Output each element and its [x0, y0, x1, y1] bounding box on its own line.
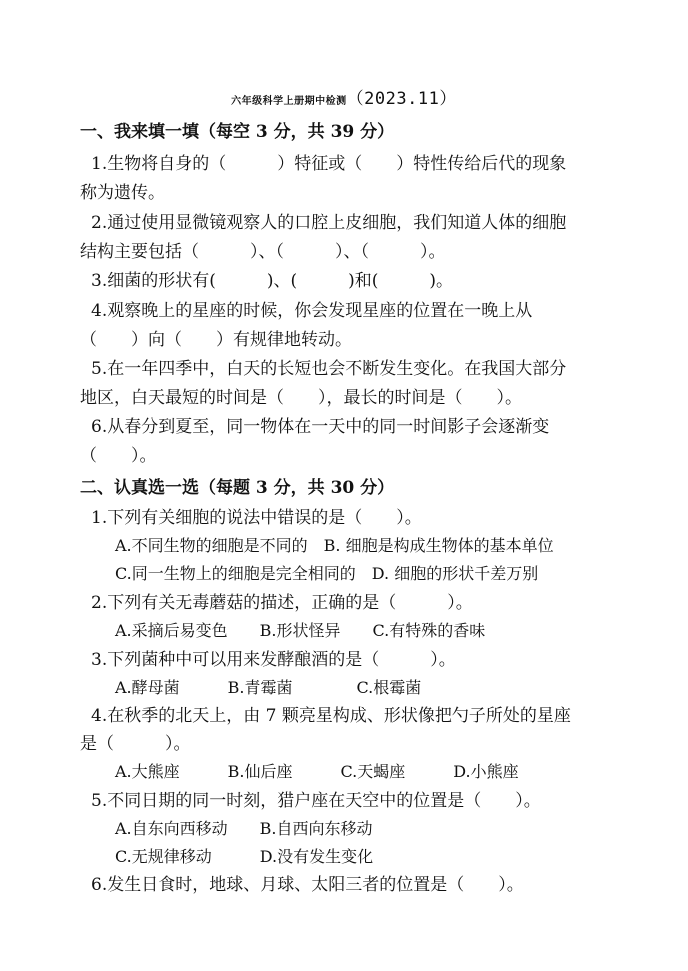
document-title [0, 84, 688, 109]
section1-heading: 一、我来填一填（每空 3 分，共 39 分） [80, 122, 395, 142]
s2-q5-stem: 5.不同日期的同一时刻，猎户座在天空中的位置是（ ）。 [91, 791, 541, 811]
s2-q4-options: A.大熊座 B.仙后座 C.天蝎座 D.小熊座 [115, 762, 519, 781]
s2-q4-line2: 是（ ）。 [80, 734, 191, 754]
s2-q5-options-cd: C.无规律移动 D.没有发生变化 [115, 847, 374, 866]
title-date: （2023.11） [346, 89, 457, 109]
s1-q1-line1: 1.生物将自身的（ ）特征或（ ）特性传给后代的现象 [91, 154, 567, 174]
s1-q2-line2: 结构主要包括（ ）、（ ）、（ ）。 [80, 242, 446, 262]
s1-q6-line2: （ ）。 [80, 446, 157, 466]
s1-q6-line1: 6.从春分到夏至，同一物体在一天中的同一时间影子会逐渐变 [91, 417, 550, 437]
s2-q3-stem: 3.下列菌种中可以用来发酵酿酒的是（ ）。 [91, 650, 456, 670]
s1-q4-line1: 4.观察晚上的星座的时候，你会发现星座的位置在一晚上从 [91, 301, 533, 321]
s2-q6-stem: 6.发生日食时，地球、月球、太阳三者的位置是（ ）。 [91, 875, 524, 895]
s2-q2-stem: 2.下列有关无毒蘑菇的描述，正确的是（ ）。 [91, 593, 473, 613]
s1-q2-line1: 2.通过使用显微镜观察人的口腔上皮细胞，我们知道人体的细胞 [91, 213, 567, 233]
s2-q5-options-ab: A.自东向西移动 B.自西向东移动 [115, 819, 373, 838]
s2-q1-options-cd: C.同一生物上的细胞是完全相同的 D. 细胞的形状千差万别 [115, 564, 539, 583]
s2-q1-options-ab: A.不同生物的细胞是不同的 B. 细胞是构成生物体的基本单位 [115, 536, 554, 555]
s1-q3: 3.细菌的形状有( )、( )和( )。 [91, 271, 454, 291]
s1-q5-line1: 5.在一年四季中，白天的长短也会不断发生变化。在我国大部分 [91, 359, 567, 379]
s1-q5-line2: 地区，白天最短的时间是（ ），最长的时间是（ ）。 [80, 388, 522, 408]
s2-q4-line1: 4.在秋季的北天上，由 7 颗亮星构成、形状像把勺子所处的星座 [91, 706, 571, 726]
s2-q2-options: A.采摘后易变色 B.形状怪异 C.有特殊的香味 [115, 621, 486, 640]
s1-q1-line2: 称为遗传。 [80, 183, 165, 203]
s1-q4-line2: （ ）向（ ）有规律地转动。 [80, 330, 352, 350]
s2-q3-options: A.酵母菌 B.青霉菌 C.根霉菌 [115, 678, 422, 697]
s2-q1-stem: 1.下列有关细胞的说法中错误的是（ ）。 [91, 508, 422, 528]
title-text: 六年级科学上册期中检测 [231, 96, 347, 107]
section2-heading: 二、认真选一选（每题 3 分，共 30 分） [80, 478, 395, 498]
